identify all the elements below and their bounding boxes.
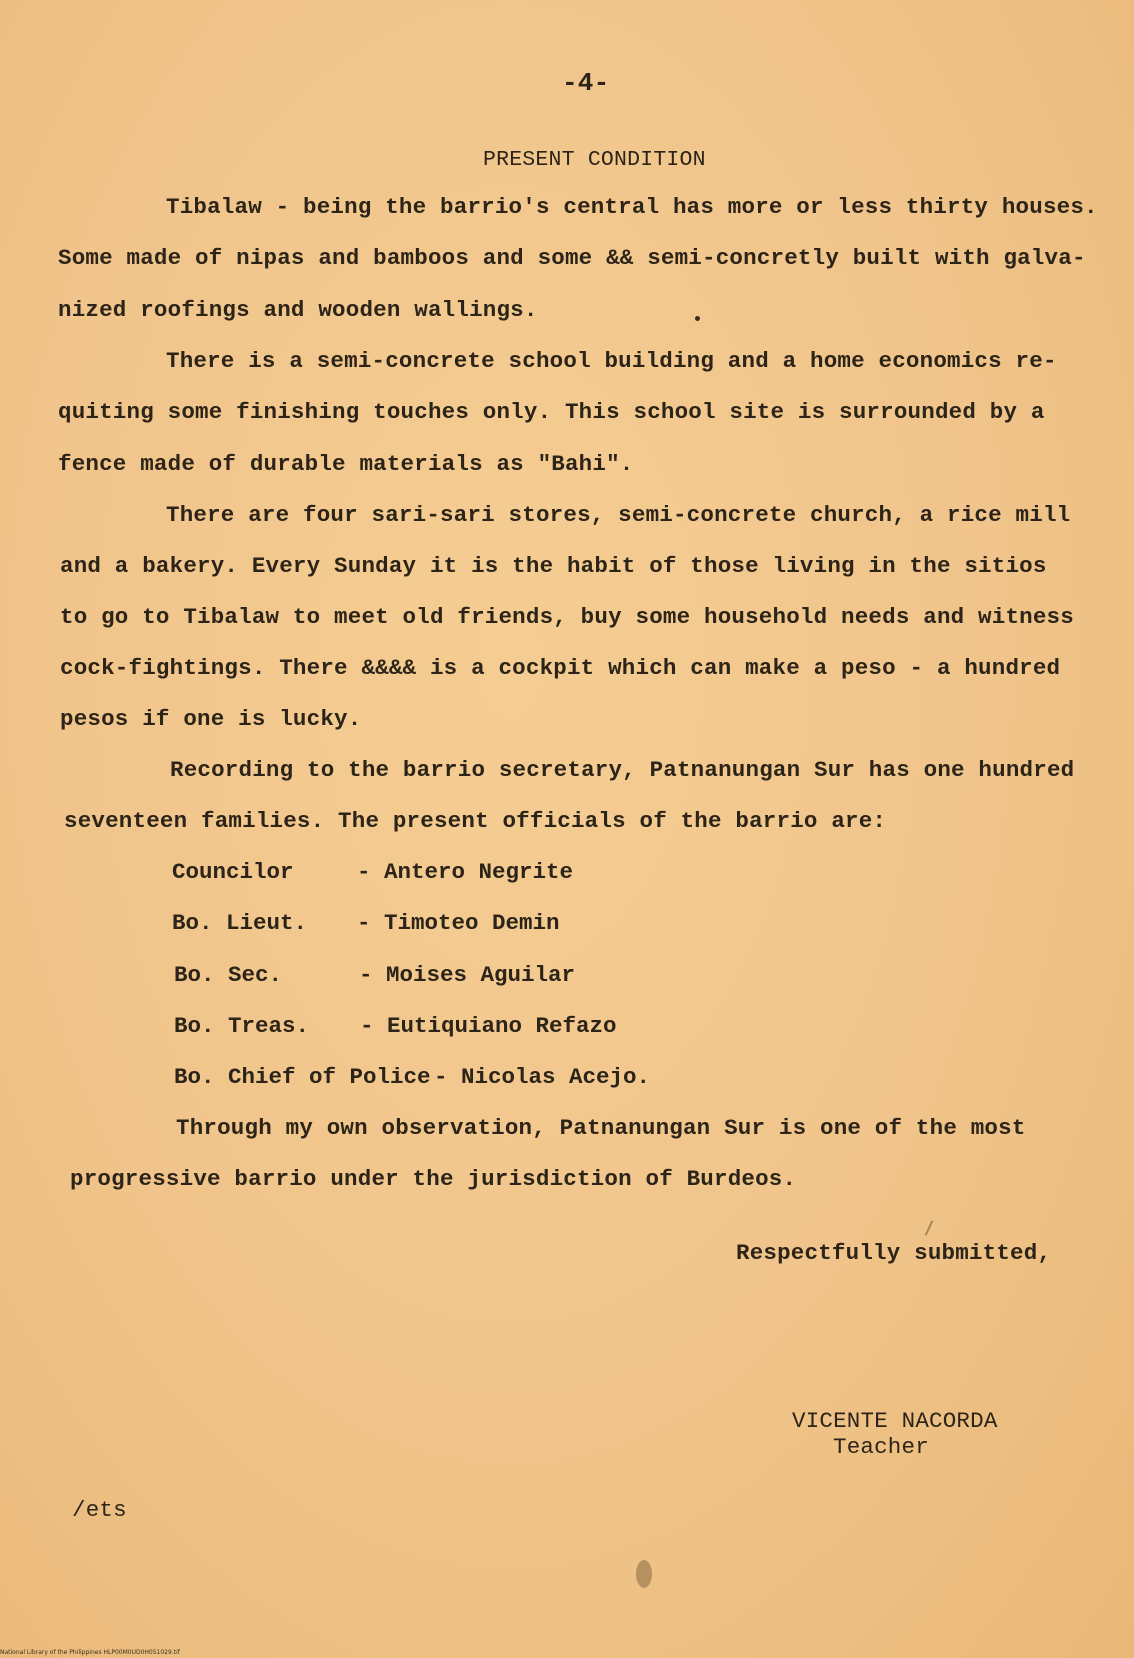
paragraph-1-line-3: nized roofings and wooden wallings. — [58, 297, 538, 323]
paragraph-3-line-3: to go to Tibalaw to meet old friends, buy some household needs and witness — [60, 604, 1074, 630]
section-heading: PRESENT CONDITION — [483, 148, 706, 172]
paragraph-2-line-1: There is a semi-concrete school building and a home economics re- — [166, 348, 1057, 374]
official-name: - Nicolas Acejo. — [434, 1064, 651, 1090]
official-name: - Eutiquiano Refazo — [360, 1013, 617, 1039]
official-role: Bo. Lieut. — [172, 910, 308, 936]
ink-dot — [695, 316, 700, 321]
paragraph-3-line-5: pesos if one is lucky. — [60, 706, 362, 732]
archive-footer-credit: National Library of the Philippines HLP00M0UD0H051029.tif — [0, 1649, 180, 1656]
paragraph-5-line-2: progressive barrio under the jurisdiction of Burdeos. — [70, 1166, 797, 1192]
signer-name: VICENTE NACORDA — [792, 1408, 998, 1434]
official-name: - Moises Aguilar — [359, 962, 576, 988]
official-role: Bo. Treas. — [174, 1013, 310, 1039]
paragraph-5-line-1: Through my own observation, Patnanungan Sur is one of the most — [176, 1115, 1026, 1141]
paragraph-3-line-1: There are four sari-sari stores, semi-concrete church, a rice mill — [166, 502, 1071, 528]
typist-initials: /ets — [72, 1497, 127, 1523]
closing-text: Respectfully submitted, — [736, 1240, 1052, 1266]
official-role: Councilor — [172, 859, 294, 885]
official-name: - Antero Negrite — [357, 859, 574, 885]
official-role: Bo. Sec. — [174, 962, 283, 988]
ink-stain — [636, 1560, 652, 1588]
official-role: Bo. Chief of Police — [174, 1064, 431, 1090]
paragraph-4-line-2: seventeen families. The present officials of the barrio are: — [64, 808, 887, 834]
paragraph-1-line-1: Tibalaw - being the barrio's central has more or less thirty houses. — [166, 194, 1098, 220]
official-name: - Timoteo Demin — [357, 910, 560, 936]
signer-title: Teacher — [833, 1434, 929, 1460]
paragraph-3-line-2: and a bakery. Every Sunday it is the habit of those living in the sitios — [60, 553, 1047, 579]
paragraph-3-line-4: cock-fightings. There &&&& is a cockpit which can make a peso - a hundred — [60, 655, 1061, 681]
page-number: -4- — [562, 68, 610, 98]
paragraph-1-line-2: Some made of nipas and bamboos and some && semi-concretly built with galva- — [58, 245, 1086, 271]
paragraph-4-line-1: Recording to the barrio secretary, Patnanungan Sur has one hundred — [170, 757, 1075, 783]
pencil-mark — [925, 1220, 934, 1235]
paragraph-2-line-2: quiting some finishing touches only. This school site is surrounded by a — [58, 399, 1045, 425]
paragraph-2-line-3: fence made of durable materials as "Bahi". — [58, 451, 634, 477]
